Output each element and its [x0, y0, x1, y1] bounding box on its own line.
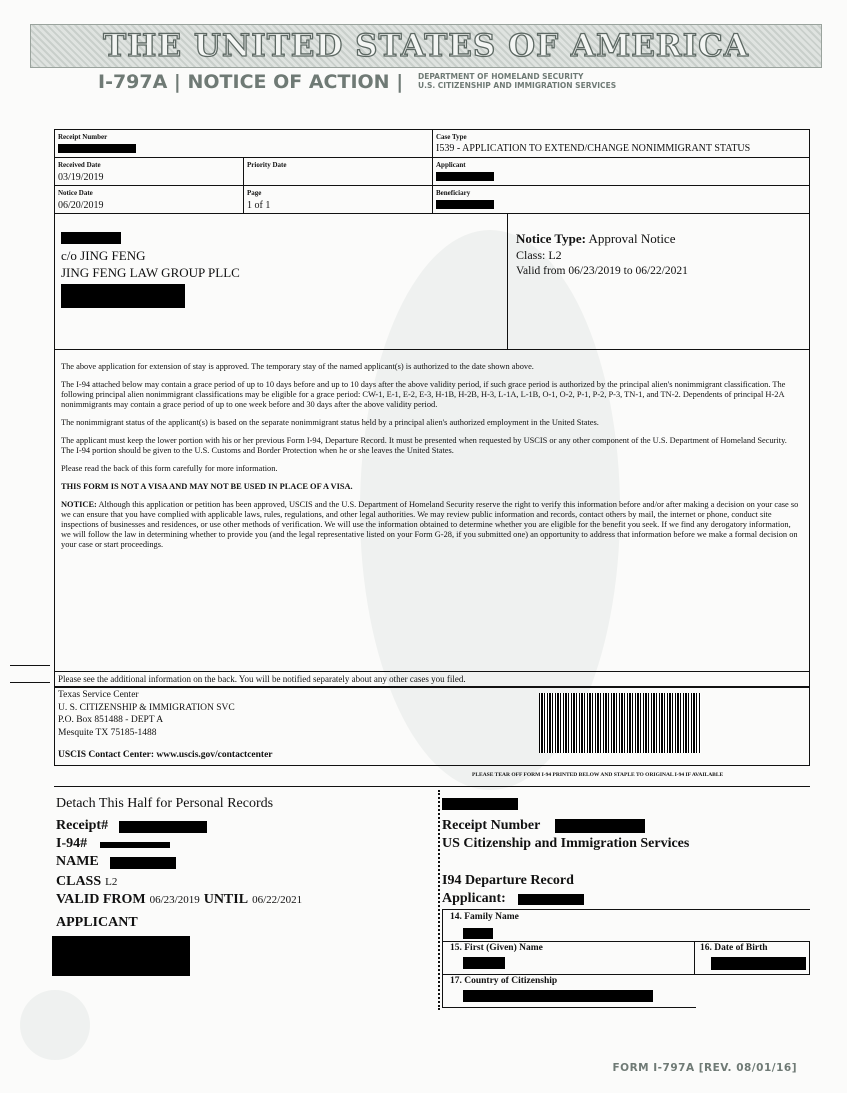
tear-line: [54, 786, 810, 787]
address-notice-block: [54, 214, 810, 350]
applicant-label-bottom: APPLICANT: [56, 915, 138, 930]
grid-line: [507, 214, 508, 350]
notice-type: [516, 231, 675, 247]
grid-line: [54, 157, 810, 158]
redacted-header-right: [442, 798, 518, 810]
redacted-dob: [711, 957, 806, 970]
case-type-value: I539 - APPLICATION TO EXTEND/CHANGE NONIMMIGRANT STATUS: [436, 143, 751, 154]
redacted-receipt-number: [58, 144, 136, 153]
departure-receipt-label: Receipt Number: [442, 818, 541, 833]
departure-applicant-label: Applicant:: [442, 891, 506, 906]
department-line-1: DEPARTMENT OF HOMELAND SECURITY: [418, 72, 584, 81]
until-label: UNTIL: [203, 892, 249, 907]
form-title: I-797A | NOTICE OF ACTION |: [98, 71, 404, 93]
redacted-beneficiary: [436, 200, 494, 209]
notice-validity: Valid from 06/23/2019 to 06/22/2021: [516, 265, 688, 277]
visa-warning: [61, 482, 801, 492]
tear-off-instruction: PLEASE TEAR OFF FORM I-94 PRINTED BELOW AND STAPLE TO ORIGINAL I-94 IF AVAILABLE: [472, 772, 724, 778]
redacted-departure-applicant: [518, 894, 584, 905]
contact-center: USCIS Contact Center: www.uscis.gov/contactcenter: [58, 750, 273, 760]
body-text: [61, 362, 801, 558]
redacted-first-name: [463, 957, 505, 969]
body-paragraph: The I-94 attached below may contain a grace period of up to 10 days before and up to 10 days after the above validity period, if such grace period is authorized by the principal alien's nonimmigrant classification. The following principal alien nonimmigrant classifications may be eligible for a grace period: CW-1, E-1, E-2, E-3, H-1B, H-2B, H-3, L-1A, L-1B, O-1, O-2, P-1, P-2, P-3, TN-1, and TN-2. Dependents of principal H-2A nonimmigrants may contain a grace period of up to one week before and 30 days after the above validity period.: [61, 380, 786, 409]
applicant-label: Applicant: [436, 161, 466, 169]
header-banner: [30, 24, 822, 68]
family-name-label: 14. Family Name: [450, 912, 519, 922]
received-date-label: Received Date: [58, 161, 101, 169]
form-revision: FORM I-797A [REV. 08/01/16]: [612, 1062, 797, 1074]
grid-line: [54, 671, 810, 672]
personal-records-title: Detach This Half for Personal Records: [56, 796, 274, 811]
service-center-agency: U. S. CITIZENSHIP & IMMIGRATION SVC: [58, 702, 235, 713]
until-value: 06/22/2021: [252, 894, 303, 906]
service-center-address: [58, 689, 235, 739]
body-paragraph: The applicant must keep the lower portion with his or her previous Form I-94, Departure Record. It must be presented when requested by USCIS or any other component of the U.S. Department of Homeland Security. The I-94 portion should be given to the U.S. Customs and Border Protection when he or she leaves the United States.: [61, 436, 787, 455]
notice-text: Although this application or petition has been approved, USCIS and the U.S. Department of Homeland Security reserve the right to verify this information before and/or after making a decision on your case so we can ensure that you have complied with applicable laws, rules, regulations, and other legal authorities. We may review public information and records, contact others by mail, the internet or phone, conduct site inspections of businesses and residences, or use other methods of verification. We will use the information obtained to determine whether you are eligible for the benefit you seek. If we find any derogatory information, we will follow the law in determining whether to provide you (and the legal representative listed on your Form G-28, if you submitted one) an opportunity to address that information before we make a formal decision on your case or start proceedings.: [61, 500, 799, 549]
grid-line: [54, 185, 810, 186]
valid-from-label: VALID FROM: [56, 892, 146, 907]
notice-date-label: Notice Date: [58, 189, 93, 197]
dob-label: 16. Date of Birth: [700, 943, 768, 953]
redacted-receipt: [119, 821, 207, 833]
notice-class: Class: L2: [516, 248, 562, 262]
i94-label: I-94#: [56, 836, 88, 851]
citizenship-label: 17. Country of Citizenship: [450, 976, 558, 986]
redacted-i94: [100, 842, 170, 848]
valid-from-value: 06/23/2019: [149, 894, 200, 906]
page-label: Page: [247, 189, 262, 197]
priority-date-label: Priority Date: [247, 161, 287, 169]
perforation-line: [438, 790, 440, 1010]
redacted-name: [61, 232, 121, 244]
service-center-po-box: P.O. Box 851488 - DEPT A: [58, 715, 164, 725]
background-seal: [20, 990, 90, 1060]
case-type-label: Case Type: [436, 133, 467, 141]
validity-field: [56, 890, 302, 908]
redacted-applicant-bottom: [52, 936, 190, 976]
fold-mark: [10, 682, 50, 683]
beneficiary-label: Beneficiary: [436, 189, 471, 197]
redacted-departure-receipt: [555, 819, 645, 833]
body-paragraph: Please read the back of this form carefully for more information.: [61, 464, 278, 473]
department-line-2: U.S. CITIZENSHIP AND IMMIGRATION SERVICES: [418, 81, 617, 90]
notice-type-label: Notice Type:: [516, 231, 586, 246]
received-date-value: 03/19/2019: [58, 172, 104, 183]
grid-line: [432, 129, 433, 214]
body-paragraph: The nonimmigrant status of the applicant(s) is based on the separate nonimmigrant status held by a principal alien's authorized employment in the United States.: [61, 418, 599, 427]
department-name: [418, 72, 616, 90]
notice-type-value: Approval Notice: [588, 231, 676, 246]
barcode: [539, 693, 701, 753]
notice-date-value: 06/20/2019: [58, 200, 104, 211]
page-value: 1 of 1: [247, 200, 271, 211]
redacted-applicant: [436, 172, 494, 181]
notice-paragraph: [61, 500, 801, 550]
fold-mark: [10, 665, 50, 666]
class-field: [56, 872, 117, 890]
receipt-number-label: Receipt Number: [58, 133, 108, 141]
departure-record-title: I94 Departure Record: [442, 873, 574, 888]
visa-warning-text: THIS FORM IS NOT A VISA AND MAY NOT BE USED IN PLACE OF A VISA.: [61, 482, 353, 491]
address-firm: JING FENG LAW GROUP PLLC: [61, 265, 240, 280]
receipt-label: Receipt#: [56, 818, 109, 833]
address-care-of: c/o JING FENG: [61, 248, 146, 263]
redacted-address: [61, 284, 185, 308]
body-paragraph: The above application for extension of stay is approved. The temporary stay of the named applicant(s) is authorized to the date shown above.: [61, 362, 534, 371]
redacted-family-name: [463, 928, 493, 939]
first-name-label: 15. First (Given) Name: [450, 943, 543, 953]
class-label: CLASS: [56, 874, 102, 889]
departure-agency: US Citizenship and Immigration Services: [442, 836, 690, 851]
banner-title: THE UNITED STATES OF AMERICA: [103, 28, 749, 64]
notice-label: NOTICE:: [61, 500, 97, 509]
additional-info: Please see the additional information on the back. You will be notified separately about any other cases you filed.: [58, 674, 466, 684]
class-value: L2: [105, 876, 118, 888]
service-center-name: Texas Service Center: [58, 690, 139, 700]
grid-line: [243, 157, 244, 214]
redacted-name-field: [110, 857, 176, 869]
service-center-city: Mesquite TX 75185-1488: [58, 727, 157, 738]
redacted-citizenship: [463, 990, 653, 1002]
name-label: NAME: [56, 854, 99, 869]
